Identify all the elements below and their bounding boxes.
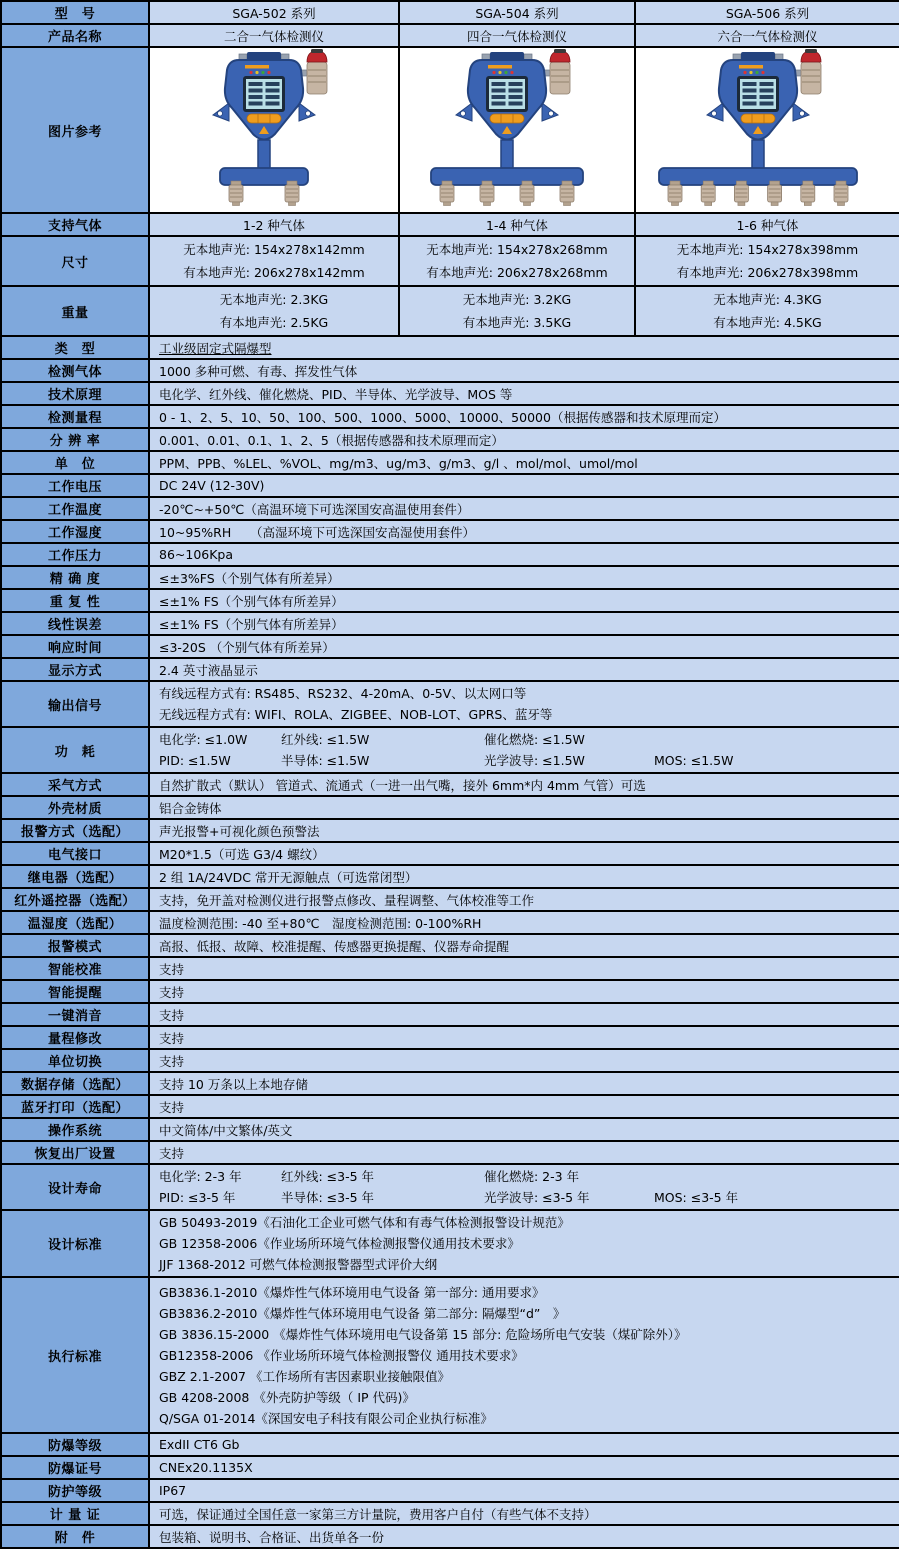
spec-sub-item: 电化学: 2-3 年 (159, 1169, 242, 1184)
weight-row-label: 重量 (1, 286, 149, 336)
spec-label: 继电器（选配） (1, 865, 149, 888)
spec-row (1, 819, 899, 842)
spec-value: 支持 (149, 1141, 899, 1164)
model-name-sga506: SGA-506 系列 (635, 1, 899, 24)
standard-line: GB3836.2-2010《爆炸性气体环境用电气设备 第二部分: 隔爆型“d” 》 (159, 1305, 566, 1321)
spec-sub-item: MOS: ≤3-5 年 (654, 1190, 739, 1205)
spec-value: ≤±1% FS（个别气体有所差异） (149, 612, 899, 635)
spec-label: 工作温度 (1, 497, 149, 520)
standard-line: GB 50493-2019《石油化工企业可燃气体和有毒气体检测报警设计规范》 (159, 1215, 570, 1230)
spec-label: 工作压力 (1, 543, 149, 566)
spec-value: IP67 (149, 1479, 899, 1502)
spec-section-signal-power (1, 681, 899, 773)
standard-line: GBZ 2.1-2007 《工作场所有害因素职业接触限值》 (159, 1368, 450, 1384)
spec-value: 高报、低报、故障、校准提醒、传感器更换提醒、仪器寿命提醒 (149, 934, 899, 957)
spec-label: 防护等级 (1, 1479, 149, 1502)
spec-label: 红外遥控器（选配） (1, 888, 149, 911)
spec-row (1, 842, 899, 865)
design-standards-label: 设计标准 (1, 1210, 149, 1277)
spec-value: 2.4 英寸液晶显示 (149, 658, 899, 681)
spec-sub-item: MOS: ≤1.5W (654, 753, 734, 768)
spec-value: 电化学、红外线、催化燃烧、PID、半导体、光学波导、MOS 等 (149, 382, 899, 405)
spec-value: M20*1.5（可选 G3/4 螺纹） (149, 842, 899, 865)
row-design-lifespan (1, 1164, 899, 1210)
row-product-images (1, 47, 899, 213)
spec-row (1, 405, 899, 428)
spec-label: 工作湿度 (1, 520, 149, 543)
spec-label: 智能校准 (1, 957, 149, 980)
spec-label: 防爆等级 (1, 1433, 149, 1456)
spec-label: 线性误差 (1, 612, 149, 635)
spec-label: 报警方式（选配） (1, 819, 149, 842)
spec-value: 自然扩散式（默认） 管道式、流通式（一进一出气嘴，接外 6mm*内 4mm 气管）可选 (149, 773, 899, 796)
spec-label: 单 位 (1, 451, 149, 474)
standard-line: Q/SGA 01-2014《深国安电子科技有限公司企业执行标准》 (159, 1410, 493, 1426)
spec-value: ≤±1% FS（个别气体有所差异） (149, 589, 899, 612)
standard-line: JJF 1368-2012 可燃气体检测报警器型式评价大纲 (159, 1257, 438, 1272)
row-weight (1, 286, 899, 336)
spec-label: 响应时间 (1, 635, 149, 658)
spec-row (1, 566, 899, 589)
spec-value: 支持 (149, 980, 899, 1003)
spec-section-standards (1, 1164, 899, 1433)
exec-standards-value (149, 1277, 899, 1433)
spec-sub-item: PID: ≤3-5 年 (159, 1190, 236, 1205)
lifespan-label: 设计寿命 (1, 1164, 149, 1210)
spec-row (1, 865, 899, 888)
spec-value: CNEx20.1135X (149, 1456, 899, 1479)
spec-label: 操作系统 (1, 1118, 149, 1141)
spec-row (1, 911, 899, 934)
spec-label: 温湿度（选配） (1, 911, 149, 934)
spec-row (1, 543, 899, 566)
spec-row (1, 1049, 899, 1072)
model-name-sga502: SGA-502 系列 (149, 1, 399, 24)
size-sga506: 无本地声光: 154x278x398mm 有本地声光: 206x278x398mm (635, 236, 899, 286)
spec-label: 显示方式 (1, 658, 149, 681)
spec-row (1, 1456, 899, 1479)
standard-line: GB3836.1-2010《爆炸性气体环境用电气设备 第一部分: 通用要求》 (159, 1284, 545, 1300)
spec-value: 包装箱、说明书、合格证、出货单各一份 (149, 1525, 899, 1548)
output-signal-label: 输出信号 (1, 681, 149, 727)
spec-sub-item: 光学波导: ≤1.5W (484, 753, 585, 768)
spec-row (1, 474, 899, 497)
spec-value: 支持 (149, 1003, 899, 1026)
spec-value: 支持 (149, 957, 899, 980)
row-output-signal (1, 681, 899, 727)
product-name-3: 六合一气体检测仪 (635, 24, 899, 47)
spec-label: 技术原理 (1, 382, 149, 405)
spec-value: 铝合金铸体 (149, 796, 899, 819)
spec-value: 0 - 1、2、5、10、50、100、500、1000、5000、10000、50000（根据传感器和技术原理而定） (149, 405, 899, 428)
spec-label: 重 复 性 (1, 589, 149, 612)
spec-value: 温度检测范围: -40 至+80℃ 湿度检测范围: 0-100%RH (149, 911, 899, 934)
spec-value: 支持 10 万条以上本地存储 (149, 1072, 899, 1095)
spec-row (1, 1072, 899, 1095)
spec-section-general (1, 336, 899, 681)
spec-label: 防爆证号 (1, 1456, 149, 1479)
model-row-label: 型 号 (1, 1, 149, 24)
spec-row (1, 888, 899, 911)
gas-row-label: 支持气体 (1, 213, 149, 236)
spec-row (1, 1502, 899, 1525)
spec-label: 精 确 度 (1, 566, 149, 589)
spec-sub-item: PID: ≤1.5W (159, 753, 231, 768)
spec-row (1, 796, 899, 819)
spec-row (1, 589, 899, 612)
spec-row (1, 1525, 899, 1548)
spec-row (1, 957, 899, 980)
size-sga504: 无本地声光: 154x278x268mm 有本地声光: 206x278x268mm (399, 236, 635, 286)
spec-value: 支持 (149, 1095, 899, 1118)
spec-label: 蓝牙打印（选配） (1, 1095, 149, 1118)
standard-line: GB 4208-2008 《外壳防护等级（ IP 代码)》 (159, 1389, 415, 1405)
spec-label: 恢复出厂设置 (1, 1141, 149, 1164)
spec-value: DC 24V (12-30V) (149, 474, 899, 497)
spec-row (1, 658, 899, 681)
spec-value: 支持 (149, 1049, 899, 1072)
spec-row (1, 635, 899, 658)
row-supported-gases (1, 213, 899, 236)
power-value (149, 727, 899, 773)
row-dimensions (1, 236, 899, 286)
exec-standards-label: 执行标准 (1, 1277, 149, 1433)
spec-label: 工作电压 (1, 474, 149, 497)
design-standards-value (149, 1210, 899, 1277)
spec-label: 智能提醒 (1, 980, 149, 1003)
spec-value: 0.001、0.01、0.1、1、2、5（根据传感器和技术原理而定） (149, 428, 899, 451)
spec-row (1, 428, 899, 451)
spec-row (1, 980, 899, 1003)
weight-sga504: 无本地声光: 3.2KG 有本地声光: 3.5KG (399, 286, 635, 336)
spec-value: 可选，保证通过全国任意一家第三方计量院，费用客户自付（有些气体不支持） (149, 1502, 899, 1525)
spec-label: 外壳材质 (1, 796, 149, 819)
spec-row (1, 773, 899, 796)
spec-value: ExdII CT6 Gb (149, 1433, 899, 1456)
row-exec-standards (1, 1277, 899, 1433)
spec-sub-item: 催化燃烧: 2-3 年 (484, 1169, 580, 1184)
image-row-label: 图片参考 (1, 47, 149, 213)
spec-label: 计 量 证 (1, 1502, 149, 1525)
standard-line: GB12358-2006 《作业场所环境气体检测报警仪 通用技术要求》 (159, 1347, 524, 1363)
spec-row (1, 1095, 899, 1118)
spec-label: 一键消音 (1, 1003, 149, 1026)
power-label: 功 耗 (1, 727, 149, 773)
spec-value: 2 组 1A/24VDC 常开无源触点（可选常闭型） (149, 865, 899, 888)
spec-label: 检测量程 (1, 405, 149, 428)
spec-row (1, 1141, 899, 1164)
spec-label: 数据存储（选配） (1, 1072, 149, 1095)
spec-sub-item: 电化学: ≤1.0W (159, 732, 248, 747)
row-model (1, 1, 899, 24)
spec-label: 量程修改 (1, 1026, 149, 1049)
spec-sub-item: 红外线: ≤3-5 年 (281, 1169, 375, 1184)
detector-image-2-port (159, 48, 389, 212)
size-row-label: 尺寸 (1, 236, 149, 286)
spec-row (1, 934, 899, 957)
spec-row (1, 1433, 899, 1456)
row-product-name (1, 24, 899, 47)
gas-count-1: 1-2 种气体 (149, 213, 399, 236)
weight-sga502: 无本地声光: 2.3KG 有本地声光: 2.5KG (149, 286, 399, 336)
standard-line: GB 12358-2006《作业场所环境气体检测报警仪通用技术要求》 (159, 1236, 520, 1251)
detector-image-6-port (653, 48, 883, 212)
row-power-consumption (1, 727, 899, 773)
spec-sub-item: 红外线: ≤1.5W (281, 732, 370, 747)
spec-value: ≤3-20S （个别气体有所差异） (149, 635, 899, 658)
size-sga502: 无本地声光: 154x278x142mm 有本地声光: 206x278x142mm (149, 236, 399, 286)
spec-sub-item: 半导体: ≤3-5 年 (281, 1190, 375, 1205)
detector-image-4-port (402, 48, 632, 212)
spec-sub-item: 光学波导: ≤3-5 年 (484, 1190, 590, 1205)
spec-row (1, 520, 899, 543)
spec-label: 附 件 (1, 1525, 149, 1548)
spec-row (1, 1026, 899, 1049)
spec-row (1, 359, 899, 382)
product-row-label: 产品名称 (1, 24, 149, 47)
spec-section-header (1, 1, 899, 336)
spec-value: 10~95%RH （高湿环境下可选深国安高湿使用套件） (149, 520, 899, 543)
spec-value: 声光报警+可视化颜色预警法 (149, 819, 899, 842)
spec-label: 电气接口 (1, 842, 149, 865)
spec-row (1, 497, 899, 520)
row-design-standards (1, 1210, 899, 1277)
spec-label: 单位切换 (1, 1049, 149, 1072)
spec-row (1, 1003, 899, 1026)
spec-sub-item: 催化燃烧: ≤1.5W (484, 732, 585, 747)
lifespan-value (149, 1164, 899, 1210)
spec-row (1, 382, 899, 405)
spec-row (1, 1118, 899, 1141)
standard-line: GB 3836.15-2000 《爆炸性气体环境用电气设备第 15 部分: 危险场所电气安装（煤矿除外）》 (159, 1326, 687, 1342)
product-name-1: 二合一气体检测仪 (149, 24, 399, 47)
spec-row (1, 451, 899, 474)
spec-section-certification (1, 1433, 899, 1548)
spec-row (1, 336, 899, 359)
spec-label: 采气方式 (1, 773, 149, 796)
spec-label: 报警模式 (1, 934, 149, 957)
spec-value: 支持，免开盖对检测仪进行报警点修改、量程调整、气体校准等工作 (149, 888, 899, 911)
spec-value: 支持 (149, 1026, 899, 1049)
spec-row (1, 612, 899, 635)
gas-count-2: 1-4 种气体 (399, 213, 635, 236)
spec-label: 分 辨 率 (1, 428, 149, 451)
spec-sub-item: 半导体: ≤1.5W (281, 753, 370, 768)
spec-value: ≤±3%FS（个别气体有所差异） (149, 566, 899, 589)
spec-value: -20℃~+50℃（高温环境下可选深国安高温使用套件） (149, 497, 899, 520)
output-signal-value: 有线远程方式有: RS485、RS232、4-20mA、0-5V、以太网口等 无线远程方式有: WIFI、ROLA、ZIGBEE、NOB-LOT、GPRS、蓝牙等 (149, 681, 899, 727)
spec-value: 中文简体/中文繁体/英文 (149, 1118, 899, 1141)
product-name-2: 四合一气体检测仪 (399, 24, 635, 47)
model-name-sga504: SGA-504 系列 (399, 1, 635, 24)
spec-value: 1000 多种可燃、有毒、挥发性气体 (149, 359, 899, 382)
weight-sga506: 无本地声光: 4.3KG 有本地声光: 4.5KG (635, 286, 899, 336)
spec-label: 类 型 (1, 336, 149, 359)
gas-count-3: 1-6 种气体 (635, 213, 899, 236)
spec-label: 检测气体 (1, 359, 149, 382)
spec-value: 工业级固定式隔爆型 (149, 336, 899, 359)
spec-value: PPM、PPB、%LEL、%VOL、mg/m3、ug/m3、g/m3、g/l 、mol/mol、umol/mol (149, 451, 899, 474)
spec-section-options (1, 773, 899, 1164)
spec-row (1, 1479, 899, 1502)
spec-value: 86~106Kpa (149, 543, 899, 566)
